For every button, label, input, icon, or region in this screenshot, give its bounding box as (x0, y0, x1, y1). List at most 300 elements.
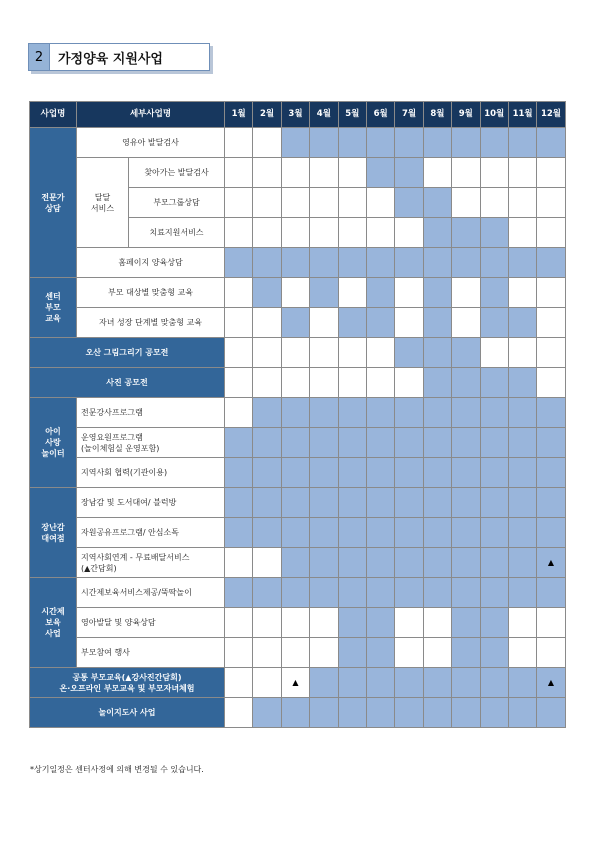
month-cell (366, 218, 394, 248)
header-month: 9월 (452, 102, 480, 128)
month-cell (395, 308, 423, 338)
month-cell (253, 278, 281, 308)
month-cell (537, 608, 565, 638)
month-cell (395, 428, 423, 458)
table-row (30, 128, 566, 158)
month-cell (225, 308, 253, 338)
month-cell (310, 368, 338, 398)
section-title-box (28, 43, 210, 71)
month-cell (310, 188, 338, 218)
month-cell (537, 458, 565, 488)
month-cell (537, 488, 565, 518)
month-cell (225, 698, 253, 728)
month-cell (508, 308, 536, 338)
month-cell (480, 698, 508, 728)
month-cell (338, 518, 366, 548)
month-cell (537, 428, 565, 458)
month-cell (281, 368, 309, 398)
month-cell (253, 428, 281, 458)
month-cell (452, 158, 480, 188)
category-cell: 시간제 보육 사업 (30, 578, 77, 668)
month-cell (395, 128, 423, 158)
month-cell (480, 368, 508, 398)
month-cell (225, 158, 253, 188)
section-number: 2 (29, 44, 50, 70)
header-month: 10월 (480, 102, 508, 128)
month-cell (338, 458, 366, 488)
month-cell (281, 308, 309, 338)
month-cell (423, 128, 451, 158)
month-cell (253, 458, 281, 488)
month-cell (423, 188, 451, 218)
program-name-cell: 사진 공모전 (30, 368, 225, 398)
month-cell (452, 488, 480, 518)
month-cell (395, 338, 423, 368)
detail-name-cell: 부모그룹상담 (129, 188, 225, 218)
month-cell (310, 428, 338, 458)
month-cell (395, 188, 423, 218)
month-cell (508, 548, 536, 578)
month-cell (253, 368, 281, 398)
month-cell (366, 248, 394, 278)
detail-name-cell: 부모참여 행사 (77, 638, 225, 668)
month-cell (310, 248, 338, 278)
footnote: *상기일정은 센터사정에 의해 변경될 수 있습니다. (30, 765, 204, 774)
month-cell (452, 308, 480, 338)
detail-name-cell: 지역사회 협력(기관이용) (77, 458, 225, 488)
month-cell (537, 128, 565, 158)
table-row (30, 158, 566, 188)
month-cell (537, 638, 565, 668)
header-month: 11월 (508, 102, 536, 128)
month-cell (338, 608, 366, 638)
month-cell (310, 128, 338, 158)
detail-name-cell: 시간제보육서비스제공/뚝딱놀이 (77, 578, 225, 608)
month-cell (537, 578, 565, 608)
month-cell (395, 518, 423, 548)
month-cell (310, 698, 338, 728)
month-cell (452, 638, 480, 668)
month-cell (366, 398, 394, 428)
month-cell (366, 638, 394, 668)
month-cell (310, 398, 338, 428)
month-cell (281, 428, 309, 458)
month-cell (395, 248, 423, 278)
month-cell (452, 548, 480, 578)
detail-name-cell: 자원공유프로그램/ 안심소독 (77, 518, 225, 548)
table-row (30, 608, 566, 638)
month-cell (423, 338, 451, 368)
month-cell (395, 638, 423, 668)
month-cell (508, 428, 536, 458)
schedule-table (29, 101, 566, 728)
month-cell (253, 698, 281, 728)
month-cell (338, 128, 366, 158)
month-cell (452, 278, 480, 308)
month-cell (480, 458, 508, 488)
month-cell (423, 308, 451, 338)
program-name-cell: 놀이지도사 사업 (30, 698, 225, 728)
header-month: 6월 (366, 102, 394, 128)
month-cell: ▲ (537, 668, 565, 698)
month-cell (395, 488, 423, 518)
month-cell (423, 488, 451, 518)
month-cell (225, 638, 253, 668)
detail-name-cell: 전문강사프로그램 (77, 398, 225, 428)
month-cell (225, 368, 253, 398)
month-cell (253, 188, 281, 218)
month-cell (281, 638, 309, 668)
month-cell (480, 158, 508, 188)
month-cell (423, 278, 451, 308)
month-cell (281, 188, 309, 218)
month-cell (338, 338, 366, 368)
table-row (30, 338, 566, 368)
month-cell (452, 128, 480, 158)
month-cell (423, 398, 451, 428)
month-cell (423, 368, 451, 398)
month-cell (310, 668, 338, 698)
month-cell (480, 398, 508, 428)
header-detail: 세부사업명 (77, 102, 225, 128)
header-row (30, 102, 566, 128)
month-cell (537, 248, 565, 278)
month-cell (281, 548, 309, 578)
month-cell (366, 458, 394, 488)
month-cell (423, 608, 451, 638)
month-cell (253, 638, 281, 668)
month-cell: ▲ (537, 548, 565, 578)
month-cell (423, 248, 451, 278)
detail-name-cell: 영아발달 및 양육상담 (77, 608, 225, 638)
month-cell (225, 278, 253, 308)
month-cell (281, 488, 309, 518)
month-cell (338, 698, 366, 728)
month-cell (452, 188, 480, 218)
month-cell (225, 188, 253, 218)
month-cell (452, 248, 480, 278)
month-cell (537, 158, 565, 188)
month-cell (508, 458, 536, 488)
month-cell (423, 218, 451, 248)
header-month: 1월 (225, 102, 253, 128)
month-cell (423, 578, 451, 608)
month-cell (253, 518, 281, 548)
month-cell (281, 578, 309, 608)
month-cell (366, 578, 394, 608)
month-cell (338, 488, 366, 518)
month-cell (508, 398, 536, 428)
month-cell (366, 488, 394, 518)
month-cell (395, 608, 423, 638)
month-cell (395, 668, 423, 698)
month-cell (480, 548, 508, 578)
month-cell (508, 668, 536, 698)
month-cell (225, 338, 253, 368)
month-cell (310, 158, 338, 188)
month-cell (508, 518, 536, 548)
month-cell (225, 428, 253, 458)
month-cell (480, 338, 508, 368)
month-cell (225, 578, 253, 608)
month-cell (537, 398, 565, 428)
month-cell (508, 698, 536, 728)
month-cell (310, 458, 338, 488)
month-cell (480, 668, 508, 698)
month-cell (395, 458, 423, 488)
month-cell (480, 128, 508, 158)
month-cell: ▲ (281, 668, 309, 698)
month-cell (537, 338, 565, 368)
table-row (30, 668, 566, 698)
month-cell (281, 458, 309, 488)
month-cell (310, 548, 338, 578)
month-cell (366, 698, 394, 728)
month-cell (480, 248, 508, 278)
month-cell (366, 338, 394, 368)
schedule-body (30, 128, 566, 728)
month-cell (310, 638, 338, 668)
month-cell (537, 308, 565, 338)
month-cell (508, 638, 536, 668)
header-month: 5월 (338, 102, 366, 128)
month-cell (423, 638, 451, 668)
table-row (30, 398, 566, 428)
month-cell (338, 188, 366, 218)
month-cell (338, 218, 366, 248)
month-cell (310, 338, 338, 368)
detail-name-cell: 지역사회연계 - 무료배달서비스 (▲간담회) (77, 548, 225, 578)
detail-name-cell: 영유아 발달검사 (77, 128, 225, 158)
month-cell (480, 428, 508, 458)
month-cell (310, 308, 338, 338)
month-cell (452, 578, 480, 608)
month-cell (225, 518, 253, 548)
category-cell: 전문가 상담 (30, 128, 77, 278)
month-cell (225, 458, 253, 488)
month-cell (395, 278, 423, 308)
month-cell (366, 158, 394, 188)
month-cell (423, 458, 451, 488)
section-title: 가정양육 지원사업 (58, 51, 163, 67)
month-cell (423, 548, 451, 578)
month-cell (395, 158, 423, 188)
month-cell (225, 248, 253, 278)
header-month: 8월 (423, 102, 451, 128)
month-cell (508, 488, 536, 518)
month-cell (253, 578, 281, 608)
month-cell (310, 518, 338, 548)
table-row (30, 248, 566, 278)
month-cell (281, 278, 309, 308)
table-row (30, 698, 566, 728)
month-cell (310, 608, 338, 638)
month-cell (281, 608, 309, 638)
month-cell (452, 218, 480, 248)
month-cell (395, 218, 423, 248)
table-row (30, 458, 566, 488)
month-cell (366, 608, 394, 638)
table-row (30, 488, 566, 518)
month-cell (366, 308, 394, 338)
month-cell (423, 428, 451, 458)
month-cell (253, 548, 281, 578)
program-name-cell: 공통 부모교육(▲강사진간담회) 온·오프라인 부모교육 및 부모자녀체험 (30, 668, 225, 698)
month-cell (281, 398, 309, 428)
month-cell (310, 278, 338, 308)
month-cell (508, 128, 536, 158)
month-cell (338, 638, 366, 668)
month-cell (452, 428, 480, 458)
month-cell (508, 188, 536, 218)
month-cell (310, 488, 338, 518)
table-row (30, 368, 566, 398)
month-cell (253, 488, 281, 518)
month-cell (338, 578, 366, 608)
detail-name-cell: 장남감 및 도서대여/ 블럭방 (77, 488, 225, 518)
month-cell (508, 608, 536, 638)
month-cell (338, 548, 366, 578)
month-cell (281, 518, 309, 548)
month-cell (480, 278, 508, 308)
month-cell (508, 368, 536, 398)
month-cell (423, 158, 451, 188)
month-cell (338, 428, 366, 458)
header-category: 사업명 (30, 102, 77, 128)
month-cell (366, 548, 394, 578)
month-cell (452, 668, 480, 698)
table-row (30, 578, 566, 608)
header-month: 7월 (395, 102, 423, 128)
month-cell (395, 398, 423, 428)
month-cell (366, 668, 394, 698)
month-cell (338, 398, 366, 428)
month-cell (452, 698, 480, 728)
month-cell (366, 188, 394, 218)
month-cell (253, 668, 281, 698)
header-month: 3월 (281, 102, 309, 128)
month-cell (537, 698, 565, 728)
detail-name-cell: 찾아가는 발달검사 (129, 158, 225, 188)
month-cell (508, 338, 536, 368)
month-cell (423, 668, 451, 698)
month-cell (281, 338, 309, 368)
month-cell (253, 248, 281, 278)
month-cell (508, 578, 536, 608)
month-cell (452, 398, 480, 428)
month-cell (338, 368, 366, 398)
month-cell (281, 128, 309, 158)
month-cell (395, 548, 423, 578)
table-row (30, 518, 566, 548)
month-cell (338, 158, 366, 188)
header-month: 2월 (253, 102, 281, 128)
month-cell (281, 218, 309, 248)
month-cell (537, 188, 565, 218)
month-cell (225, 218, 253, 248)
month-cell (537, 368, 565, 398)
month-cell (366, 278, 394, 308)
month-cell (366, 518, 394, 548)
month-cell (253, 158, 281, 188)
month-cell (338, 668, 366, 698)
category-cell: 센터 부모 교육 (30, 278, 77, 338)
month-cell (225, 668, 253, 698)
month-cell (310, 218, 338, 248)
month-cell (225, 488, 253, 518)
month-cell (508, 248, 536, 278)
month-cell (537, 218, 565, 248)
month-cell (395, 578, 423, 608)
month-cell (537, 518, 565, 548)
month-cell (395, 698, 423, 728)
month-cell (423, 698, 451, 728)
detail-name-cell: 운영요원프로그램 (놀이체험실 운영포함) (77, 428, 225, 458)
header-month: 4월 (310, 102, 338, 128)
month-cell (480, 608, 508, 638)
month-cell (480, 488, 508, 518)
month-cell (366, 368, 394, 398)
month-cell (281, 698, 309, 728)
month-cell (480, 518, 508, 548)
month-cell (225, 398, 253, 428)
month-cell (480, 578, 508, 608)
month-cell (508, 158, 536, 188)
detail-name-cell: 부모 대상별 맞춤형 교육 (77, 278, 225, 308)
month-cell (452, 608, 480, 638)
detail-name-cell: 자녀 성장 단계별 맞춤형 교육 (77, 308, 225, 338)
month-cell (452, 518, 480, 548)
program-name-cell: 오산 그림그리기 공모전 (30, 338, 225, 368)
month-cell (452, 338, 480, 368)
detail-name-cell: 홈페이지 양육상담 (77, 248, 225, 278)
table-row (30, 308, 566, 338)
month-cell (253, 128, 281, 158)
month-cell (310, 578, 338, 608)
month-cell (366, 128, 394, 158)
month-cell (452, 458, 480, 488)
month-cell (253, 338, 281, 368)
month-cell (366, 428, 394, 458)
month-cell (480, 638, 508, 668)
month-cell (395, 368, 423, 398)
category-cell: 장난감 대여점 (30, 488, 77, 578)
detail-name-cell: 치료지원서비스 (129, 218, 225, 248)
month-cell (480, 308, 508, 338)
month-cell (452, 368, 480, 398)
category-cell: 아이 사랑 놀이터 (30, 398, 77, 488)
subgroup-cell: 달달 서비스 (77, 158, 129, 248)
month-cell (253, 608, 281, 638)
month-cell (225, 548, 253, 578)
table-row (30, 548, 566, 578)
table-row (30, 638, 566, 668)
month-cell (253, 308, 281, 338)
month-cell (253, 398, 281, 428)
month-cell (508, 218, 536, 248)
month-cell (338, 248, 366, 278)
month-cell (480, 218, 508, 248)
month-cell (253, 218, 281, 248)
month-cell (537, 278, 565, 308)
month-cell (281, 158, 309, 188)
month-cell (338, 308, 366, 338)
month-cell (281, 248, 309, 278)
header-month: 12월 (537, 102, 565, 128)
month-cell (508, 278, 536, 308)
table-row (30, 278, 566, 308)
month-cell (423, 518, 451, 548)
